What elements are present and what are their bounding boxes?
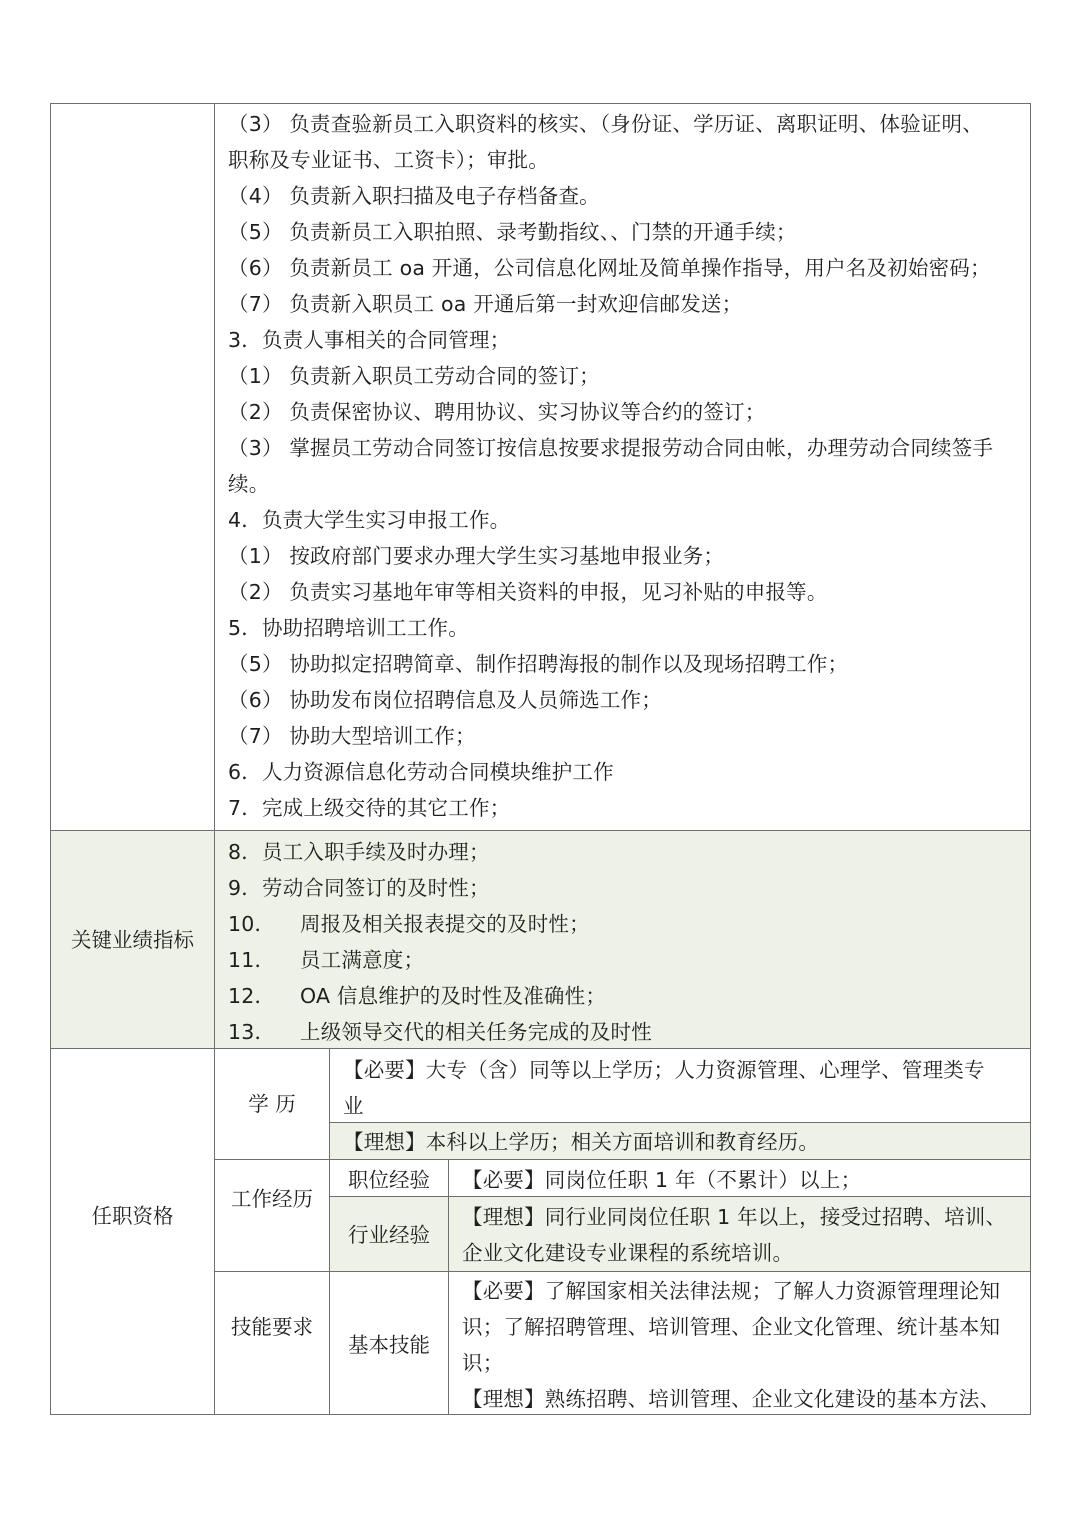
education-required-line: 【必要】大专（含）同等以上学历；人力资源管理、心理学、管理类专 xyxy=(343,1058,985,1082)
duty-line: （1） 按政府部门要求办理大学生实习基地申报业务； xyxy=(228,544,725,568)
duty-line: （2） 负责保密协议、聘用协议、实习协议等合约的签订； xyxy=(228,400,766,424)
kpi-item-text: 上级领导交代的相关任务完成的及时性 xyxy=(300,1020,652,1044)
duty-line: 5．协助招聘培训工工作。 xyxy=(228,616,469,640)
skills-line: 识；了解招聘管理、培训管理、企业文化管理、统计基本知 xyxy=(462,1315,1001,1339)
skills-label: 技能要求 xyxy=(231,1315,313,1339)
row-divider-kpi xyxy=(50,830,1031,831)
industry-experience-line: 企业文化建设专业课程的系统培训。 xyxy=(462,1241,794,1265)
kpi-item-text: 周报及相关报表提交的及时性； xyxy=(300,912,590,936)
kpi-item-number: 8． xyxy=(228,840,262,864)
row-divider-skills xyxy=(214,1271,1031,1272)
table-border-top xyxy=(50,103,1031,104)
kpi-item xyxy=(228,1014,1028,1050)
position-experience-text: 【必要】同岗位任职 1 年（不累计）以上； xyxy=(462,1168,862,1192)
duty-line: （7） 负责新入职员工 oa 开通后第一封欢迎信邮发送； xyxy=(228,292,743,316)
duty-line: 续。 xyxy=(228,472,270,496)
education-inner-divider xyxy=(330,1122,1031,1123)
kpi-label: 关键业绩指标 xyxy=(71,928,194,952)
kpi-item-number: 9． xyxy=(228,876,262,900)
duty-line: （6） 负责新员工 oa 开通，公司信息化网址及简单操作指导，用户名及初始密码； xyxy=(228,256,991,280)
duty-line: （2） 负责实习基地年审等相关资料的申报，见习补贴的申报等。 xyxy=(228,580,828,604)
duty-line: （6） 协助发布岗位招聘信息及人员筛选工作； xyxy=(228,688,662,712)
duty-line: （1） 负责新入职员工劳动合同的签订； xyxy=(228,364,600,388)
qualifications-label: 任职资格 xyxy=(91,1204,174,1228)
kpi-item-text: 劳动合同签订的及时性； xyxy=(262,876,490,900)
industry-experience-line: 【理想】同行业同岗位任职 1 年以上，接受过招聘、培训、 xyxy=(462,1205,1007,1229)
kpi-item-number: 11． xyxy=(228,948,276,972)
industry-experience-label: 行业经验 xyxy=(348,1223,430,1247)
duty-line: 7．完成上级交待的其它工作； xyxy=(228,796,511,820)
duty-line: 职称及专业证书、工资卡）；审批。 xyxy=(228,148,549,172)
kpi-item xyxy=(228,978,1028,1014)
position-experience-label: 职位经验 xyxy=(348,1168,430,1192)
duty-line: （5） 负责新员工入职拍照、录考勤指纹、、门禁的开通手续； xyxy=(228,220,797,244)
kpi-item-text: 员工入职手续及时办理； xyxy=(262,840,490,864)
duty-line: 6．人力资源信息化劳动合同模块维护工作 xyxy=(228,760,614,784)
skills-line: 【理想】熟练招聘、培训管理、企业文化建设的基本方法、 xyxy=(462,1387,1001,1411)
education-required-line: 业 xyxy=(343,1094,364,1118)
education-ideal: 【理想】本科以上学历；相关方面培训和教育经历。 xyxy=(343,1130,820,1154)
experience-label: 工作经历 xyxy=(231,1187,313,1211)
kpi-list xyxy=(228,834,1028,1050)
kpi-item-number: 12． xyxy=(228,984,276,1008)
kpi-item xyxy=(228,942,1028,978)
duty-line: （5） 协助拟定招聘简章、制作招聘海报的制作以及现场招聘工作； xyxy=(228,652,849,676)
kpi-item-text: OA 信息维护的及时性及准确性； xyxy=(300,984,607,1008)
kpi-item-number: 10． xyxy=(228,912,276,936)
duty-line: （3） 掌握员工劳动合同签订按信息按要求提报劳动合同由帐，办理劳动合同续签手 xyxy=(228,436,994,460)
kpi-item-number: 13． xyxy=(228,1020,276,1044)
duty-line: （7） 协助大型培训工作； xyxy=(228,724,476,748)
table-border-right xyxy=(1030,103,1031,1415)
col-divider-3 xyxy=(448,1159,449,1415)
duty-line: 4．负责大学生实习申报工作。 xyxy=(228,508,511,532)
skills-line: 识； xyxy=(462,1351,504,1375)
duty-line: （3） 负责查验新员工入职资料的核实、（身份证、学历证、离职证明、体验证明、 xyxy=(228,112,983,136)
basic-skills-label: 基本技能 xyxy=(348,1333,430,1357)
duty-line: （4） 负责新入职扫描及电子存档备查。 xyxy=(228,184,600,208)
education-label: 学 历 xyxy=(248,1092,296,1116)
skills-line: 【必要】了解国家相关法律法规；了解人力资源管理理论知 xyxy=(462,1279,1001,1303)
kpi-item xyxy=(228,834,1028,870)
kpi-item xyxy=(228,870,1028,906)
kpi-item xyxy=(228,906,1028,942)
col-divider-1 xyxy=(214,103,215,1415)
duty-line: 3．负责人事相关的合同管理； xyxy=(228,328,511,352)
duties-cell xyxy=(228,106,1028,826)
kpi-item-text: 员工满意度； xyxy=(300,948,425,972)
